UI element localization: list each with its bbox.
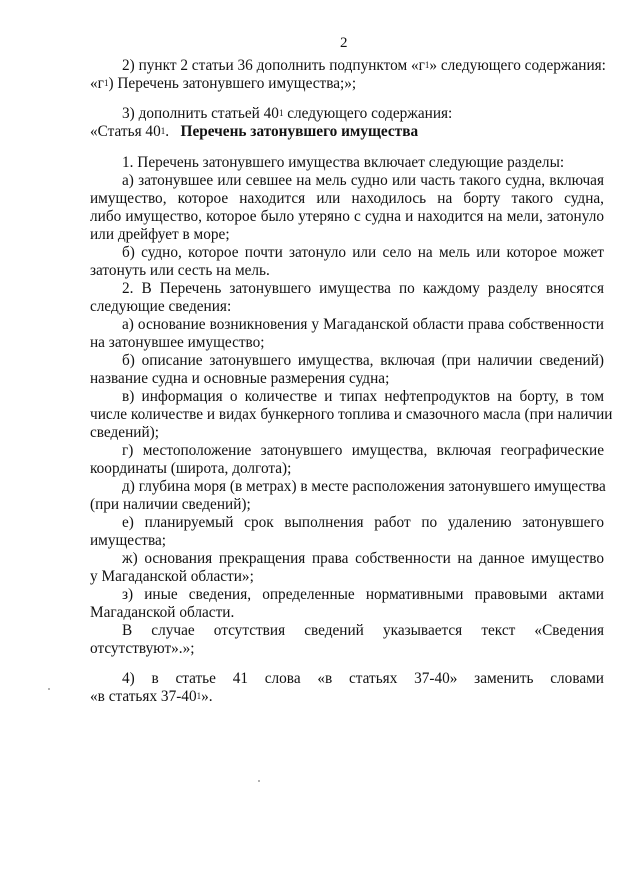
body-line: з) иные сведения, определенные нормативными правовыми актами <box>122 586 604 603</box>
body-line: 1. Перечень затонувшего имущества включает следующие разделы: <box>122 154 565 171</box>
paragraph-4-line-1: 4) в статье 41 слова «в статьях 37-40» заменить словами <box>122 670 604 687</box>
body-line: ж) основания прекращения права собственности на данное имущество <box>122 550 604 567</box>
paragraph-2-line-2: «$г^1$) Перечень затонувшего имущества;»; <box>90 75 357 92</box>
body-line: б) описание затонувшего имущества, включая (при наличии сведений) <box>122 352 604 369</box>
article-heading: «Статья $40^1$. Перечень затонувшего имущества <box>90 123 419 140</box>
body-line: имущество, которое находится или находилось на борту такого судна, <box>90 190 604 207</box>
scan-speck <box>48 688 50 690</box>
paragraph-3-line-1: 3) дополнить статьей $40^1$ следующего содержания: <box>122 105 453 122</box>
body-line: В случае отсутствия сведений указывается текст «Сведения <box>122 622 604 639</box>
body-line: (при наличии сведений); <box>90 496 251 513</box>
body-line: 2. В Перечень затонувшего имущества по каждому разделу вносятся <box>122 280 604 297</box>
body-line: название судна и основные размерения судна; <box>90 370 390 387</box>
body-line: е) планируемый срок выполнения работ по удалению затонувшего <box>122 514 604 531</box>
body-line: на затонувшее имущество; <box>90 334 265 351</box>
body-line: у Магаданской области»; <box>90 568 254 585</box>
body-line: либо имущество, которое было утеряно с судна и находится на мели, затонуло <box>90 208 604 225</box>
body-line: а) затонувшее или севшее на мель судно или часть такого судна, включая <box>122 172 604 189</box>
body-line: числе количестве и видах бункерного топлива и смазочного масла (при наличии <box>90 406 613 423</box>
body-line: сведений); <box>90 424 159 441</box>
scan-speck <box>258 780 260 782</box>
body-line: д) глубина моря (в метрах) в месте расположения затонувшего имущества <box>122 478 606 495</box>
body-line: б) судно, которое почти затонуло или село на мель или которое может <box>122 244 604 261</box>
body-line: затонуть или сесть на мель. <box>90 262 270 279</box>
body-line: Магаданской области. <box>90 604 235 621</box>
body-line: следующие сведения: <box>90 298 232 315</box>
page-number: 2 <box>340 35 348 51</box>
body-line: отсутствуют».»; <box>90 640 195 657</box>
article-title: Перечень затонувшего имущества <box>180 123 419 140</box>
paragraph-2-line-1: 2) пункт 2 статьи 36 дополнить подпунктом «$г^1$» следующего содержания: <box>122 57 606 74</box>
body-line: координаты (широта, долгота); <box>90 460 292 477</box>
body-line: имущества; <box>90 532 166 549</box>
body-line: а) основание возникновения у Магаданской области права собственности <box>122 316 604 333</box>
body-line: или дрейфует в море; <box>90 226 230 243</box>
body-line: в) информация о количестве и типах нефтепродуктов на борту, в том <box>122 388 604 405</box>
body-line: г) местоположение затонувшего имущества, включая географические <box>122 442 604 459</box>
paragraph-4-line-2: «в статьях $37-40^1$». <box>90 688 213 705</box>
